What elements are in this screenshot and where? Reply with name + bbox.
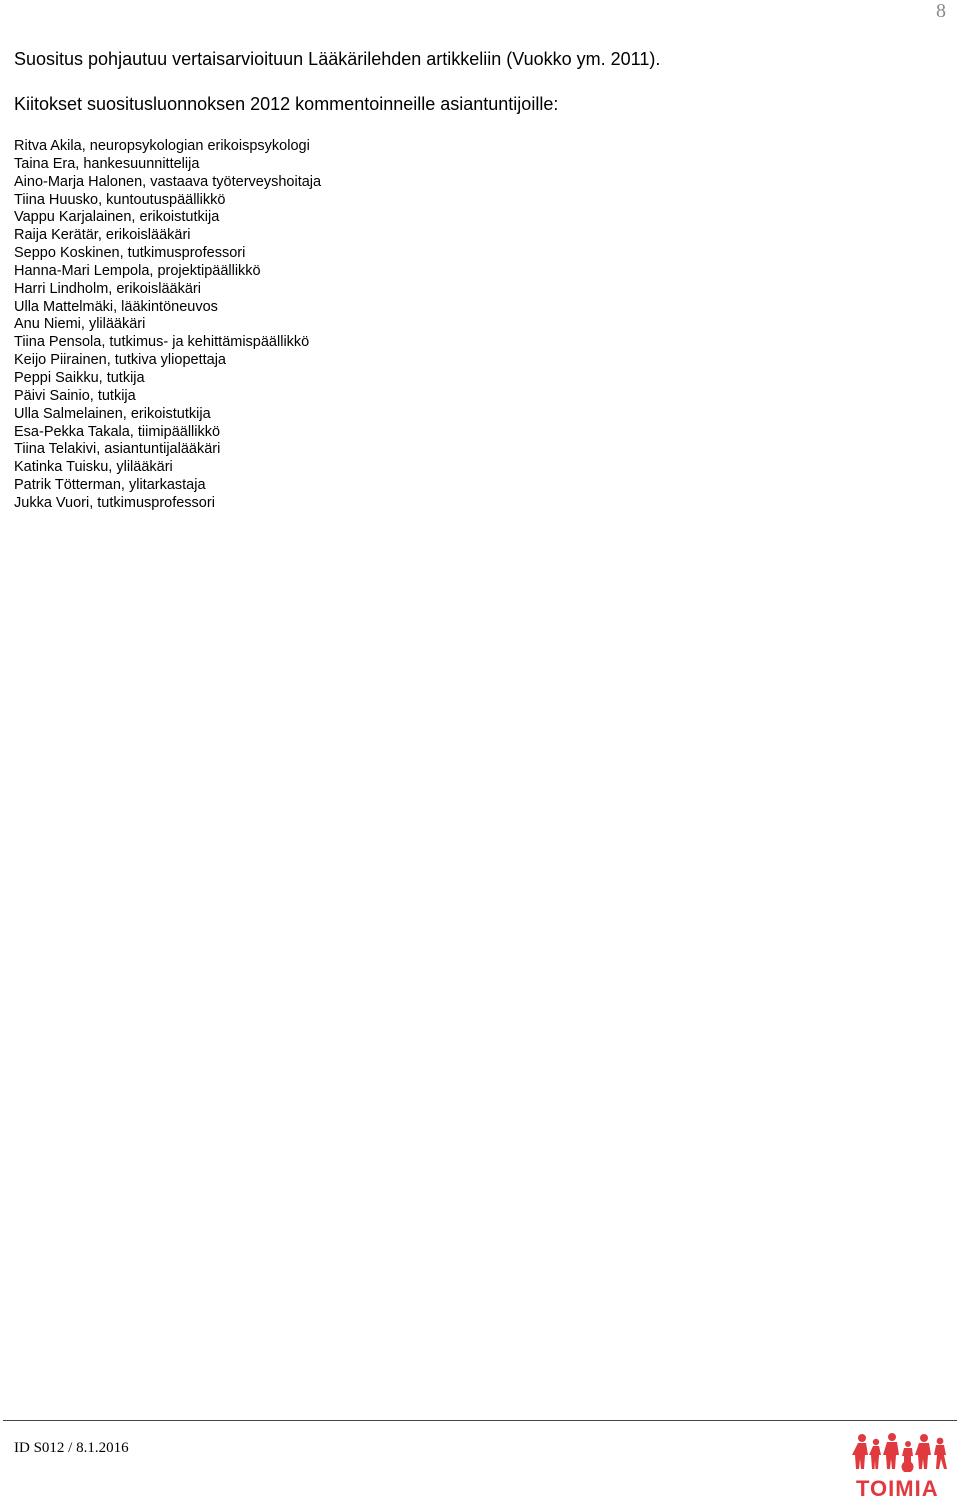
reviewer-item: Ulla Salmelainen, erikoistutkija xyxy=(14,405,211,422)
reviewer-item: Tiina Huusko, kuntoutuspäällikkö xyxy=(14,191,226,208)
reviewer-list xyxy=(14,138,321,513)
reviewer-item: Vappu Karjalainen, erikoistutkija xyxy=(14,209,220,226)
page-number: 8 xyxy=(936,0,946,22)
logo-wordmark: TOIMIA xyxy=(856,1476,939,1501)
reviewer-item: Peppi Saikku, tutkija xyxy=(14,369,145,386)
intro-paragraph: Suositus pohjautuu vertaisarvioituun Lääkärilehden artikkeliin (Vuokko ym. 2011). xyxy=(14,49,661,69)
reviewer-item: Seppo Koskinen, tutkimusprofessori xyxy=(14,245,246,262)
reviewer-item: Hanna-Mari Lempola, projektipäällikkö xyxy=(14,262,261,279)
document-id: ID S012 / 8.1.2016 xyxy=(14,1440,129,1456)
reviewer-item: Raija Kerätär, erikoislääkäri xyxy=(14,227,191,244)
reviewer-item: Katinka Tuisku, ylilääkäri xyxy=(14,459,173,476)
footer-divider xyxy=(3,1420,957,1421)
reviewer-item: Jukka Vuori, tutkimusprofessori xyxy=(14,494,215,511)
reviewer-item: Anu Niemi, ylilääkäri xyxy=(14,316,146,333)
people-icon xyxy=(852,1432,952,1472)
reviewer-item: Tiina Telakivi, asiantuntijalääkäri xyxy=(14,441,221,458)
reviewer-item: Taina Era, hankesuunnittelija xyxy=(14,155,200,172)
reviewer-item: Harri Lindholm, erikoislääkäri xyxy=(14,280,201,297)
acknowledgements-heading: Kiitokset suositusluonnoksen 2012 kommentoinneille asiantuntijoille: xyxy=(14,94,559,114)
reviewer-item: Patrik Tötterman, ylitarkastaja xyxy=(14,477,206,494)
reviewer-item: Päivi Sainio, tutkija xyxy=(14,387,136,404)
reviewer-item: Ritva Akila, neuropsykologian erikoispsykologi xyxy=(14,138,310,154)
reviewer-item: Tiina Pensola, tutkimus- ja kehittämispäällikkö xyxy=(14,334,310,351)
reviewer-item: Aino-Marja Halonen, vastaava työterveyshoitaja xyxy=(14,173,322,190)
toimia-logo xyxy=(852,1432,952,1502)
reviewer-item: Esa-Pekka Takala, tiimipäällikkö xyxy=(14,423,221,440)
reviewer-item: Ulla Mattelmäki, lääkintöneuvos xyxy=(14,298,218,315)
reviewer-item: Keijo Piirainen, tutkiva yliopettaja xyxy=(14,352,226,369)
